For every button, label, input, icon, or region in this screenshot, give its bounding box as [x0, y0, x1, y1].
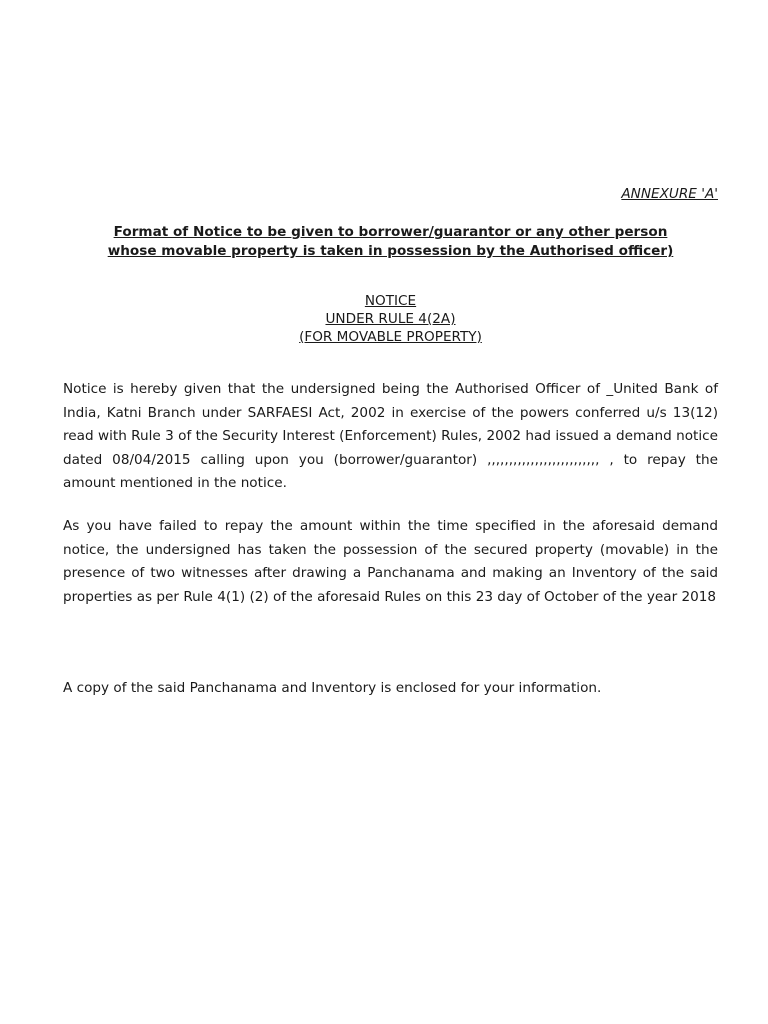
format-title-line-2: whose movable property is taken in possession by the Authorised officer) [107, 243, 674, 259]
notice-heading-line-2: UNDER RULE 4(2A) [325, 311, 456, 327]
notice-heading-line-1: NOTICE [364, 293, 417, 309]
annexure-label: ANNEXURE 'A' [621, 186, 718, 202]
notice-heading-line-3: (FOR MOVABLE PROPERTY) [299, 329, 482, 345]
format-title [63, 223, 718, 261]
notice-heading [63, 292, 718, 346]
format-title-line-1: Format of Notice to be given to borrower/guarantor or any other person [113, 224, 668, 240]
paragraph-enclosure: A copy of the said Panchanama and Inventory is enclosed for your information. [63, 680, 602, 696]
paragraph-notice: Notice is hereby given that the undersigned being the Authorised Officer of _United Bank of India, Katni Branch under SARFAESI Act, 2002 in exercise of the powers conferred u/s 13(12) read with Rule 3 of the Security Interest (Enforcement) Rules, 2002 had issued a demand notice dated 08/04/2015 calling upon you (borrower/guarantor) ,,,,,,,,,,,,,,,,,,,,,,,,,, , to repay the amount mentioned in the notice. [63, 381, 718, 491]
paragraph-possession: As you have failed to repay the amount within the time specified in the aforesaid demand notice, the undersigned has taken the possession of the secured property (movable) in the presence of two witnesses after drawing a Panchanama and making an Inventory of the said properties as per Rule 4(1) (2) of the aforesaid Rules on this 23 day of October of the year 2018 [63, 518, 718, 605]
